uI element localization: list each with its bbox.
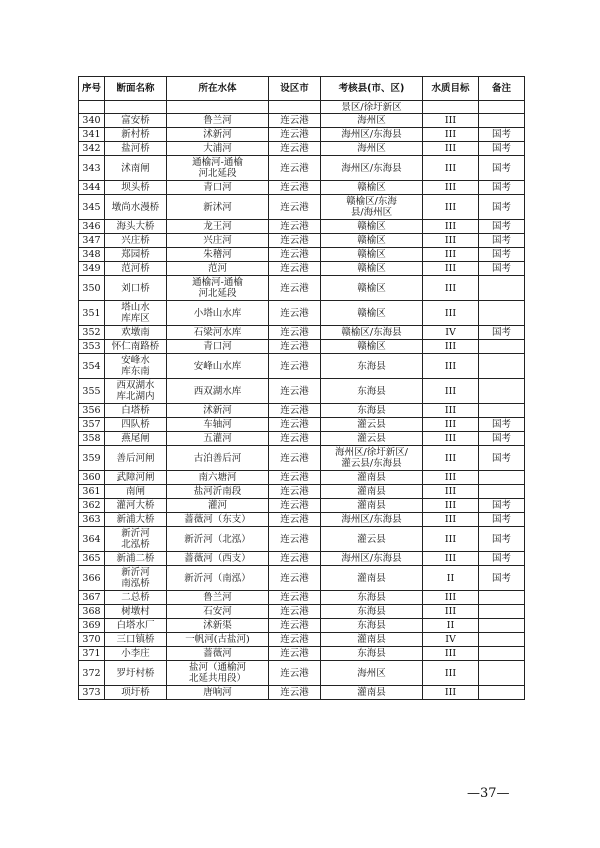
cell-remark bbox=[479, 471, 525, 485]
cell-index: 359 bbox=[79, 446, 105, 471]
cell-index: 373 bbox=[79, 686, 105, 700]
table-row bbox=[79, 404, 525, 418]
cell-water-body: 龙王河 bbox=[167, 220, 269, 234]
cell-remark: 国考 bbox=[479, 156, 525, 181]
cell-water-body: 青口河 bbox=[167, 340, 269, 354]
cell-city: 连云港 bbox=[269, 605, 321, 619]
cell-county: 赣榆区/东海县 bbox=[321, 326, 423, 340]
cell-remark: 国考 bbox=[479, 128, 525, 142]
cell-city: 连云港 bbox=[269, 552, 321, 566]
cell-section-name bbox=[105, 101, 167, 114]
cell-index: 357 bbox=[79, 418, 105, 432]
table-row bbox=[79, 128, 525, 142]
header-county: 考核县(市、区) bbox=[321, 77, 423, 101]
cell-county: 赣榆区 bbox=[321, 340, 423, 354]
cell-section-name: 新浦大桥 bbox=[105, 513, 167, 527]
table-row bbox=[79, 619, 525, 633]
cell-index: 353 bbox=[79, 340, 105, 354]
cell-water-body: 通榆河-通榆 河北延段 bbox=[167, 276, 269, 301]
cell-water-body: 车轴河 bbox=[167, 418, 269, 432]
cell-county: 赣榆区 bbox=[321, 248, 423, 262]
cell-water-body: 新沂河（北泓） bbox=[167, 527, 269, 552]
cell-city: 连云港 bbox=[269, 527, 321, 552]
table-body bbox=[79, 101, 525, 700]
cell-city: 连云港 bbox=[269, 142, 321, 156]
cell-city: 连云港 bbox=[269, 156, 321, 181]
cell-quality-target: III bbox=[423, 661, 479, 686]
cell-index: 347 bbox=[79, 234, 105, 248]
cell-quality-target: III bbox=[423, 340, 479, 354]
table-row bbox=[79, 686, 525, 700]
table-row bbox=[79, 432, 525, 446]
cell-quality-target: III bbox=[423, 499, 479, 513]
cell-quality-target: III bbox=[423, 379, 479, 404]
cell-remark bbox=[479, 605, 525, 619]
table-row bbox=[79, 234, 525, 248]
cell-index: 368 bbox=[79, 605, 105, 619]
cell-remark bbox=[479, 404, 525, 418]
cell-city: 连云港 bbox=[269, 471, 321, 485]
cell-water-body: 安峰山水库 bbox=[167, 354, 269, 379]
cell-city: 连云港 bbox=[269, 301, 321, 326]
cell-index: 360 bbox=[79, 471, 105, 485]
cell-city: 连云港 bbox=[269, 661, 321, 686]
cell-city: 连云港 bbox=[269, 647, 321, 661]
cell-county: 东海县 bbox=[321, 605, 423, 619]
table-row bbox=[79, 301, 525, 326]
cell-remark: 国考 bbox=[479, 527, 525, 552]
table-row bbox=[79, 379, 525, 404]
table-row bbox=[79, 513, 525, 527]
cell-section-name: 沭南闸 bbox=[105, 156, 167, 181]
cell-remark bbox=[479, 354, 525, 379]
cell-city: 连云港 bbox=[269, 499, 321, 513]
cell-county: 灌云县 bbox=[321, 527, 423, 552]
cell-index: 358 bbox=[79, 432, 105, 446]
cell-section-name: 富安桥 bbox=[105, 114, 167, 128]
header-index: 序号 bbox=[79, 77, 105, 101]
table-row bbox=[79, 181, 525, 195]
cell-city: 连云港 bbox=[269, 379, 321, 404]
cell-remark: 国考 bbox=[479, 248, 525, 262]
cell-city: 连云港 bbox=[269, 446, 321, 471]
cell-county: 海州区/东海县 bbox=[321, 128, 423, 142]
cell-county: 海州区/东海县 bbox=[321, 552, 423, 566]
cell-quality-target: III bbox=[423, 156, 479, 181]
cell-remark: 国考 bbox=[479, 552, 525, 566]
cell-water-body: 西双湖水库 bbox=[167, 379, 269, 404]
cell-section-name: 怀仁南路桥 bbox=[105, 340, 167, 354]
table-row bbox=[79, 591, 525, 605]
cell-quality-target: III bbox=[423, 591, 479, 605]
cell-index: 372 bbox=[79, 661, 105, 686]
cell-city: 连云港 bbox=[269, 248, 321, 262]
cell-index: 350 bbox=[79, 276, 105, 301]
cell-city: 连云港 bbox=[269, 181, 321, 195]
cell-quality-target bbox=[423, 101, 479, 114]
cell-remark bbox=[479, 485, 525, 499]
cell-city: 连云港 bbox=[269, 404, 321, 418]
cell-section-name: 坝头桥 bbox=[105, 181, 167, 195]
cell-quality-target: III bbox=[423, 513, 479, 527]
cell-quality-target: III bbox=[423, 485, 479, 499]
cell-remark bbox=[479, 101, 525, 114]
cell-remark bbox=[479, 276, 525, 301]
cell-water-body: 沭新渠 bbox=[167, 619, 269, 633]
cell-county: 海州区 bbox=[321, 661, 423, 686]
cell-section-name: 罗圩村桥 bbox=[105, 661, 167, 686]
cell-quality-target: III bbox=[423, 527, 479, 552]
cell-remark: 国考 bbox=[479, 418, 525, 432]
cell-county: 海州区 bbox=[321, 114, 423, 128]
cell-water-body: 范河 bbox=[167, 262, 269, 276]
cell-remark: 国考 bbox=[479, 499, 525, 513]
cell-section-name: 刘口桥 bbox=[105, 276, 167, 301]
cell-county: 灌南县 bbox=[321, 499, 423, 513]
cell-remark bbox=[479, 301, 525, 326]
cell-quality-target: III bbox=[423, 114, 479, 128]
cell-water-body: 盐河（通榆河 北延共用段） bbox=[167, 661, 269, 686]
cell-county: 东海县 bbox=[321, 354, 423, 379]
cell-index: 354 bbox=[79, 354, 105, 379]
cell-water-body bbox=[167, 101, 269, 114]
cell-remark: 国考 bbox=[479, 513, 525, 527]
cell-remark: 国考 bbox=[479, 234, 525, 248]
cell-city: 连云港 bbox=[269, 354, 321, 379]
header-water-body: 所在水体 bbox=[167, 77, 269, 101]
cell-quality-target: II bbox=[423, 619, 479, 633]
cell-city: 连云港 bbox=[269, 485, 321, 499]
cell-quality-target: III bbox=[423, 248, 479, 262]
cell-county: 灌南县 bbox=[321, 566, 423, 591]
cell-county: 景区/徐圩新区 bbox=[321, 101, 423, 114]
cell-city: 连云港 bbox=[269, 418, 321, 432]
table-row bbox=[79, 661, 525, 686]
cell-water-body: 鲁兰河 bbox=[167, 591, 269, 605]
table-row bbox=[79, 101, 525, 114]
cell-quality-target: III bbox=[423, 220, 479, 234]
cell-quality-target: IV bbox=[423, 633, 479, 647]
table-row bbox=[79, 499, 525, 513]
cell-water-body: 沭新河 bbox=[167, 128, 269, 142]
table-row bbox=[79, 605, 525, 619]
cell-section-name: 燕尾闸 bbox=[105, 432, 167, 446]
table-row bbox=[79, 566, 525, 591]
header-remark: 备注 bbox=[479, 77, 525, 101]
cell-county: 东海县 bbox=[321, 619, 423, 633]
cell-remark: 国考 bbox=[479, 220, 525, 234]
cell-water-body: 通榆河-通榆 河北延段 bbox=[167, 156, 269, 181]
cell-quality-target: III bbox=[423, 418, 479, 432]
cell-index: 352 bbox=[79, 326, 105, 340]
cell-index: 342 bbox=[79, 142, 105, 156]
cell-remark: 国考 bbox=[479, 446, 525, 471]
cell-county: 海州区 bbox=[321, 142, 423, 156]
cell-quality-target: III bbox=[423, 128, 479, 142]
cell-water-body: 南六塘河 bbox=[167, 471, 269, 485]
cell-section-name: 灌河大桥 bbox=[105, 499, 167, 513]
cell-section-name: 海头大桥 bbox=[105, 220, 167, 234]
table-row bbox=[79, 114, 525, 128]
cell-quality-target: III bbox=[423, 471, 479, 485]
cell-remark: 国考 bbox=[479, 181, 525, 195]
cell-remark: 国考 bbox=[479, 566, 525, 591]
cell-water-body: 五灌河 bbox=[167, 432, 269, 446]
cell-water-body: 唐响河 bbox=[167, 686, 269, 700]
cell-section-name: 新沂河 南泓桥 bbox=[105, 566, 167, 591]
table-row bbox=[79, 262, 525, 276]
cell-section-name: 善后河闸 bbox=[105, 446, 167, 471]
cell-section-name: 欢墩南 bbox=[105, 326, 167, 340]
cell-remark bbox=[479, 340, 525, 354]
cell-city: 连云港 bbox=[269, 276, 321, 301]
table-row bbox=[79, 340, 525, 354]
table-row bbox=[79, 326, 525, 340]
cell-index: 364 bbox=[79, 527, 105, 552]
cell-quality-target: III bbox=[423, 552, 479, 566]
cell-water-body: 青口河 bbox=[167, 181, 269, 195]
table-row bbox=[79, 471, 525, 485]
cell-section-name: 墩尚水漫桥 bbox=[105, 195, 167, 220]
cell-remark bbox=[479, 619, 525, 633]
cell-quality-target: III bbox=[423, 404, 479, 418]
cell-quality-target: II bbox=[423, 566, 479, 591]
cell-section-name: 小李庄 bbox=[105, 647, 167, 661]
cell-county: 赣榆区/东海 县/海州区 bbox=[321, 195, 423, 220]
cell-county: 灌南县 bbox=[321, 633, 423, 647]
cell-quality-target: III bbox=[423, 181, 479, 195]
cell-section-name: 兴庄桥 bbox=[105, 234, 167, 248]
cell-city: 连云港 bbox=[269, 220, 321, 234]
table-row bbox=[79, 156, 525, 181]
table-row bbox=[79, 446, 525, 471]
header-quality-target: 水质目标 bbox=[423, 77, 479, 101]
cell-index: 366 bbox=[79, 566, 105, 591]
cell-index: 351 bbox=[79, 301, 105, 326]
cell-index: 341 bbox=[79, 128, 105, 142]
cell-county: 东海县 bbox=[321, 591, 423, 605]
cell-quality-target: III bbox=[423, 195, 479, 220]
table-header-row bbox=[79, 77, 525, 101]
table-row bbox=[79, 552, 525, 566]
cell-remark bbox=[479, 661, 525, 686]
cell-index: 349 bbox=[79, 262, 105, 276]
cell-remark bbox=[479, 114, 525, 128]
cell-water-body: 大浦河 bbox=[167, 142, 269, 156]
cell-quality-target: III bbox=[423, 262, 479, 276]
cell-city: 连云港 bbox=[269, 234, 321, 248]
cell-city: 连云港 bbox=[269, 128, 321, 142]
cell-index bbox=[79, 101, 105, 114]
cell-section-name: 西双湖水 库北湖内 bbox=[105, 379, 167, 404]
cell-section-name: 范河桥 bbox=[105, 262, 167, 276]
cell-remark: 国考 bbox=[479, 262, 525, 276]
table-row bbox=[79, 248, 525, 262]
cell-county: 海州区/东海县 bbox=[321, 513, 423, 527]
table-row bbox=[79, 647, 525, 661]
table-row bbox=[79, 527, 525, 552]
cell-city: 连云港 bbox=[269, 566, 321, 591]
cell-index: 367 bbox=[79, 591, 105, 605]
cell-index: 343 bbox=[79, 156, 105, 181]
cell-section-name: 二总桥 bbox=[105, 591, 167, 605]
cell-section-name: 白塔水厂 bbox=[105, 619, 167, 633]
page-number: —37— bbox=[467, 786, 510, 801]
cell-quality-target: IV bbox=[423, 326, 479, 340]
cell-water-body: 新沭河 bbox=[167, 195, 269, 220]
cell-remark: 国考 bbox=[479, 432, 525, 446]
cell-quality-target: III bbox=[423, 446, 479, 471]
cell-index: 371 bbox=[79, 647, 105, 661]
cell-water-body: 朱稽河 bbox=[167, 248, 269, 262]
cell-quality-target: III bbox=[423, 354, 479, 379]
cell-section-name: 郑园桥 bbox=[105, 248, 167, 262]
cell-county: 赣榆区 bbox=[321, 262, 423, 276]
cell-quality-target: III bbox=[423, 686, 479, 700]
cell-index: 365 bbox=[79, 552, 105, 566]
cell-county: 东海县 bbox=[321, 404, 423, 418]
cell-city: 连云港 bbox=[269, 432, 321, 446]
table-row bbox=[79, 485, 525, 499]
cell-index: 362 bbox=[79, 499, 105, 513]
cell-quality-target: III bbox=[423, 276, 479, 301]
cell-city bbox=[269, 101, 321, 114]
cell-water-body: 盐河沂南段 bbox=[167, 485, 269, 499]
cell-index: 363 bbox=[79, 513, 105, 527]
cell-section-name: 四队桥 bbox=[105, 418, 167, 432]
cell-county: 赣榆区 bbox=[321, 181, 423, 195]
table-row bbox=[79, 633, 525, 647]
cell-remark bbox=[479, 633, 525, 647]
cell-section-name: 安峰水 库东南 bbox=[105, 354, 167, 379]
cell-remark bbox=[479, 591, 525, 605]
table-row bbox=[79, 418, 525, 432]
table-row bbox=[79, 195, 525, 220]
cell-section-name: 盐河桥 bbox=[105, 142, 167, 156]
cell-remark: 国考 bbox=[479, 142, 525, 156]
cell-water-body: 灌河 bbox=[167, 499, 269, 513]
cell-city: 连云港 bbox=[269, 114, 321, 128]
cell-water-body: 石梁河水库 bbox=[167, 326, 269, 340]
cell-index: 356 bbox=[79, 404, 105, 418]
cell-water-body: 蔷薇河 bbox=[167, 647, 269, 661]
cell-quality-target: III bbox=[423, 647, 479, 661]
cell-water-body: 蔷薇河（西支） bbox=[167, 552, 269, 566]
cell-water-body: 沭新河 bbox=[167, 404, 269, 418]
table-row bbox=[79, 142, 525, 156]
cell-remark bbox=[479, 647, 525, 661]
cell-section-name: 树墩村 bbox=[105, 605, 167, 619]
cell-index: 355 bbox=[79, 379, 105, 404]
cell-section-name: 新村桥 bbox=[105, 128, 167, 142]
cell-section-name: 塔山水 库库区 bbox=[105, 301, 167, 326]
cell-city: 连云港 bbox=[269, 591, 321, 605]
cell-water-body: 一帆河(古盐河) bbox=[167, 633, 269, 647]
cell-city: 连云港 bbox=[269, 326, 321, 340]
cell-city: 连云港 bbox=[269, 340, 321, 354]
cell-section-name: 武障河闸 bbox=[105, 471, 167, 485]
header-section-name: 断面名称 bbox=[105, 77, 167, 101]
cell-index: 348 bbox=[79, 248, 105, 262]
cell-county: 东海县 bbox=[321, 647, 423, 661]
cell-city: 连云港 bbox=[269, 195, 321, 220]
water-quality-table bbox=[78, 76, 525, 700]
cell-county: 灌南县 bbox=[321, 485, 423, 499]
header-city: 设区市 bbox=[269, 77, 321, 101]
cell-water-body: 小塔山水库 bbox=[167, 301, 269, 326]
cell-remark: 国考 bbox=[479, 195, 525, 220]
cell-county: 灌云县 bbox=[321, 418, 423, 432]
cell-index: 344 bbox=[79, 181, 105, 195]
cell-index: 370 bbox=[79, 633, 105, 647]
cell-water-body: 鲁兰河 bbox=[167, 114, 269, 128]
cell-section-name: 项圩桥 bbox=[105, 686, 167, 700]
cell-county: 东海县 bbox=[321, 379, 423, 404]
cell-section-name: 南闸 bbox=[105, 485, 167, 499]
cell-section-name: 三口镇桥 bbox=[105, 633, 167, 647]
cell-county: 赣榆区 bbox=[321, 234, 423, 248]
table-row bbox=[79, 354, 525, 379]
cell-section-name: 白塔桥 bbox=[105, 404, 167, 418]
cell-city: 连云港 bbox=[269, 513, 321, 527]
cell-section-name: 新沂河 北泓桥 bbox=[105, 527, 167, 552]
cell-remark: 国考 bbox=[479, 326, 525, 340]
cell-section-name: 新浦二桥 bbox=[105, 552, 167, 566]
cell-city: 连云港 bbox=[269, 686, 321, 700]
cell-water-body: 蔷薇河（东支） bbox=[167, 513, 269, 527]
cell-county: 灌南县 bbox=[321, 686, 423, 700]
cell-water-body: 石安河 bbox=[167, 605, 269, 619]
cell-index: 340 bbox=[79, 114, 105, 128]
cell-water-body: 新沂河（南泓） bbox=[167, 566, 269, 591]
cell-county: 赣榆区 bbox=[321, 301, 423, 326]
cell-remark bbox=[479, 379, 525, 404]
cell-index: 346 bbox=[79, 220, 105, 234]
cell-county: 海州区/徐圩新区/ 灌云县/东海县 bbox=[321, 446, 423, 471]
cell-index: 369 bbox=[79, 619, 105, 633]
cell-county: 赣榆区 bbox=[321, 276, 423, 301]
cell-county: 赣榆区 bbox=[321, 220, 423, 234]
cell-remark bbox=[479, 686, 525, 700]
table-row bbox=[79, 276, 525, 301]
cell-index: 361 bbox=[79, 485, 105, 499]
cell-city: 连云港 bbox=[269, 619, 321, 633]
cell-quality-target: III bbox=[423, 142, 479, 156]
cell-county: 灌南县 bbox=[321, 471, 423, 485]
cell-county: 海州区/东海县 bbox=[321, 156, 423, 181]
cell-water-body: 古泊善后河 bbox=[167, 446, 269, 471]
cell-quality-target: III bbox=[423, 605, 479, 619]
cell-quality-target: III bbox=[423, 432, 479, 446]
cell-quality-target: III bbox=[423, 301, 479, 326]
cell-county: 灌云县 bbox=[321, 432, 423, 446]
cell-quality-target: III bbox=[423, 234, 479, 248]
cell-city: 连云港 bbox=[269, 262, 321, 276]
cell-city: 连云港 bbox=[269, 633, 321, 647]
table-row bbox=[79, 220, 525, 234]
cell-water-body: 兴庄河 bbox=[167, 234, 269, 248]
cell-index: 345 bbox=[79, 195, 105, 220]
